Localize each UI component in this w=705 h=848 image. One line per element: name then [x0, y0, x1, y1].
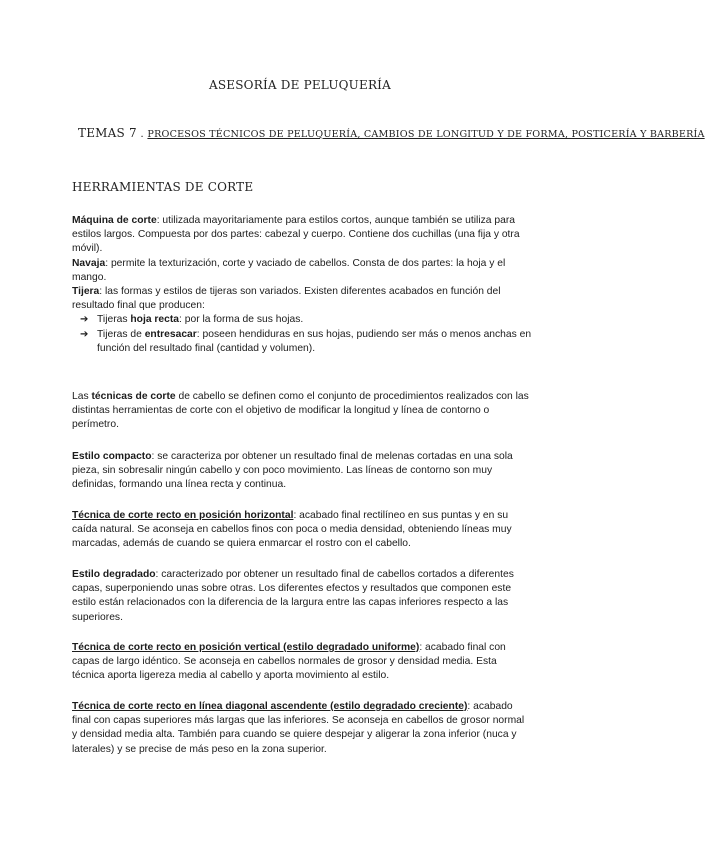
tecnicas-prefix: Las — [72, 391, 92, 402]
document-title: ASESORÍA DE PELUQUERÍA — [209, 78, 391, 92]
term-tecnicas: técnicas de corte — [91, 391, 176, 402]
paragraph-horizontal — [72, 509, 532, 552]
text-degradado: : caracterizado por obtener un resultado final de cabellos cortados a diferentes capas, superponiendo unas sobre otras. Los diferentes efectos y resultados que componen este estilo están relacionados con la diferencia de la largura entre las capas inferiores respecto a las superiores. — [72, 569, 514, 623]
text-compacto: : se caracteriza por obtener un resultado final de melenas cortadas en una sola pieza, sin sobresalir ningún cabello y con poco movimiento. Las líneas de contorno son muy definidas, formando una línea recta y continua. — [72, 451, 513, 491]
text-tecnicas: de cabello se definen como el conjunto de procedimientos realizados con las distintas herramientas de corte con el objetivo de modificar la longitud y línea de contorno o perímetro. — [72, 391, 529, 431]
term-degradado: Estilo degradado — [72, 569, 156, 580]
topic-subtitle: PROCESOS TÉCNICOS DE PELUQUERÍA, CAMBIOS DE LONGITUD Y DE FORMA, POSTICERÍA Y BARBERÍA — [147, 129, 705, 140]
bullet-text — [97, 313, 532, 327]
paragraph-tijera — [72, 285, 532, 313]
paragraph-degradado — [72, 568, 532, 625]
text-navaja: : permite la texturización, corte y vaciado de cabellos. Consta de dos partes: la hoja y el mango. — [72, 257, 506, 283]
paragraph-maquina — [72, 214, 532, 257]
bullet-prefix: Tijeras de — [97, 328, 145, 340]
paragraph-compacto — [72, 450, 532, 493]
paragraph-diagonal — [72, 700, 532, 757]
arrow-icon: ➔ — [80, 328, 89, 340]
bullet-desc: : por la forma de sus hojas. — [179, 314, 304, 326]
bullet-hoja-recta — [80, 313, 532, 327]
term-compacto: Estilo compacto — [72, 451, 152, 462]
text-horizontal: : acabado final rectilíneo en sus puntas y en su caída natural. Se aconseja en cabellos finos con poca o media densidad, obteniendo líneas muy marcadas, además de cuando se quiera enmarcar el rostro con el cabello. — [72, 510, 512, 550]
bullet-entresacar — [80, 328, 532, 356]
term-diagonal: Técnica de corte recto en línea diagonal ascendente (estilo degradado creciente) — [72, 701, 468, 712]
term-horizontal: Técnica de corte recto en posición horizontal — [72, 510, 294, 521]
paragraph-tecnicas — [72, 390, 532, 433]
topic-label: TEMAS 7 — [78, 126, 137, 140]
bullet-term: hoja recta — [130, 314, 180, 326]
text-vertical: : acabado final con capas de largo idéntico. Se aconseja en cabellos normales de grosor y densidad media. Esta técnica aporta ligereza media al cabello y aporta movimiento al estilo. — [72, 642, 506, 682]
term-vertical: Técnica de corte recto en posición vertical (estilo degradado uniforme) — [72, 642, 420, 653]
topic-line — [78, 126, 705, 140]
paragraph-navaja — [72, 257, 532, 285]
tools-block — [72, 214, 532, 356]
topic-separator: . — [136, 128, 148, 140]
bullet-term: entresacar — [144, 328, 197, 340]
text-tijera: : las formas y estilos de tijeras son variados. Existen diferentes acabados en función del resultado final que producen: — [72, 286, 501, 312]
text-maquina: : utilizada mayoritariamente para estilos cortos, aunque también se utiliza para estilos largos. Compuesta por dos partes: cabezal y cuerpo. Contiene dos cuchillas (una fija y otra móvil). — [72, 215, 520, 255]
bullet-desc: : poseen hendiduras en sus hojas, pudiendo ser más o menos anchas en función del resultado final (cantidad y volumen). — [97, 328, 532, 354]
arrow-icon: ➔ — [80, 314, 89, 326]
bullet-text — [97, 328, 532, 356]
term-navaja: Navaja — [72, 257, 106, 269]
section-heading: HERRAMIENTAS DE CORTE — [72, 180, 254, 194]
paragraph-vertical — [72, 641, 532, 684]
term-tijera: Tijera — [72, 286, 100, 298]
bullet-prefix: Tijeras — [97, 314, 131, 326]
term-maquina: Máquina de corte — [72, 215, 157, 226]
text-diagonal: : acabado final con capas superiores más largas que las inferiores. Se aconseja en cabellos de grosor normal y densidad media alta. También para cuando se quiere despejar y aligerar la zona inferior (nuca y laterales) y se precise de más peso en la zona superior. — [72, 701, 525, 755]
